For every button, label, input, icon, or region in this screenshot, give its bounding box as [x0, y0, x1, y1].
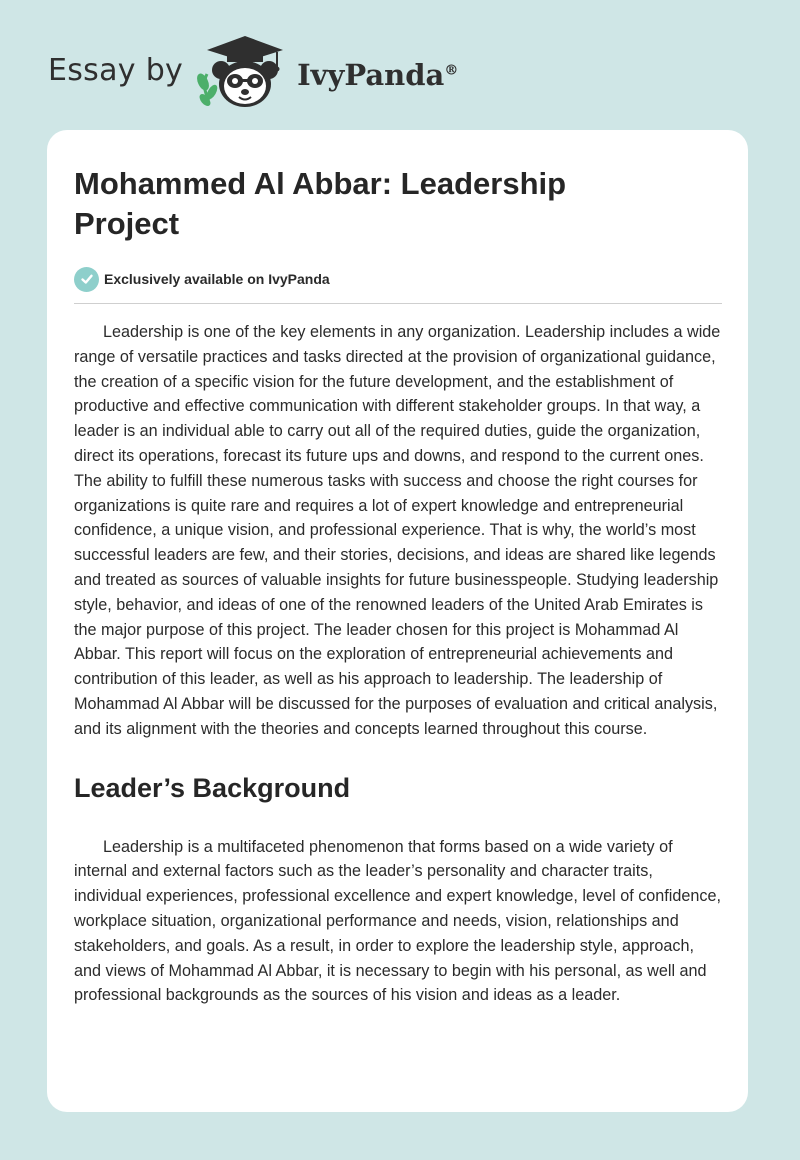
- intro-paragraph: Leadership is one of the key elements in any organization. Leadership includes a wide range of versatile practices and tasks directed at the provision of organizational guidance, the creation of a specific vision for the future development, and the establishment of productive and effective communication with different stakeholder groups. In that way, a leader is an individual able to carry out all of the required duties, guide the organization, direct its operations, forecast its future ups and downs, and respond to the current ones. The ability to fulfill these numerous tasks with success and choose the right courses for organizations is quite rare and requires a lot of expert knowledge and entrepreneurial confidence, a unique vision, and professional experience. That is why, the world’s most successful leaders are few, and their stories, decisions, and ideas are shared like legends and treated as sources of valuable insights for future businesspeople. Studying leadership style, behavior, and ideas of one of the renowned leaders of the United Arab Emirates is the major purpose of this project. The leader chosen for this project is Mohammad Al Abbar. This report will focus on the exploration of entrepreneurial achievements and contribution of this leader, as well as his approach to leadership. The leadership of Mohammad Al Abbar will be discussed for the purposes of evaluation and critical analysis, and its alignment with the theories and concepts learned throughout this course.: [74, 323, 721, 738]
- site-header: [48, 34, 458, 110]
- page-title: Mohammed Al Abbar: Leadership Project: [74, 166, 567, 241]
- exclusive-badge: [74, 265, 722, 293]
- essay-by-label: Essay by: [48, 52, 184, 88]
- brand-text: IvyPanda: [297, 58, 445, 92]
- exclusive-badge-text: Exclusively available on IvyPanda: [104, 271, 330, 287]
- essay-card: [47, 130, 748, 1112]
- panda-logo-svg: [197, 34, 293, 110]
- registered-mark: ®: [444, 62, 459, 79]
- background-paragraph: Leadership is a multifaceted phenomenon that forms based on a wide variety of internal and external factors such as the leader’s personality and character traits, individual experiences, professional excellence and expert knowledge, level of confidence, workplace situation, organizational performance and needs, vision, relationships and stakeholders, and goals. As a result, in order to explore the leadership style, approach, and views of Mohammad Al Abbar, it is necessary to begin with his personal, as well and professional backgrounds as the sources of his vision and ideas as a leader.: [74, 837, 722, 1005]
- brand-name[interactable]: [297, 58, 458, 92]
- divider: [74, 303, 722, 304]
- section-heading: Leader’s Background: [74, 772, 351, 803]
- check-svg: [80, 272, 94, 286]
- panda-graduate-icon[interactable]: [197, 34, 293, 110]
- check-icon: [74, 267, 99, 292]
